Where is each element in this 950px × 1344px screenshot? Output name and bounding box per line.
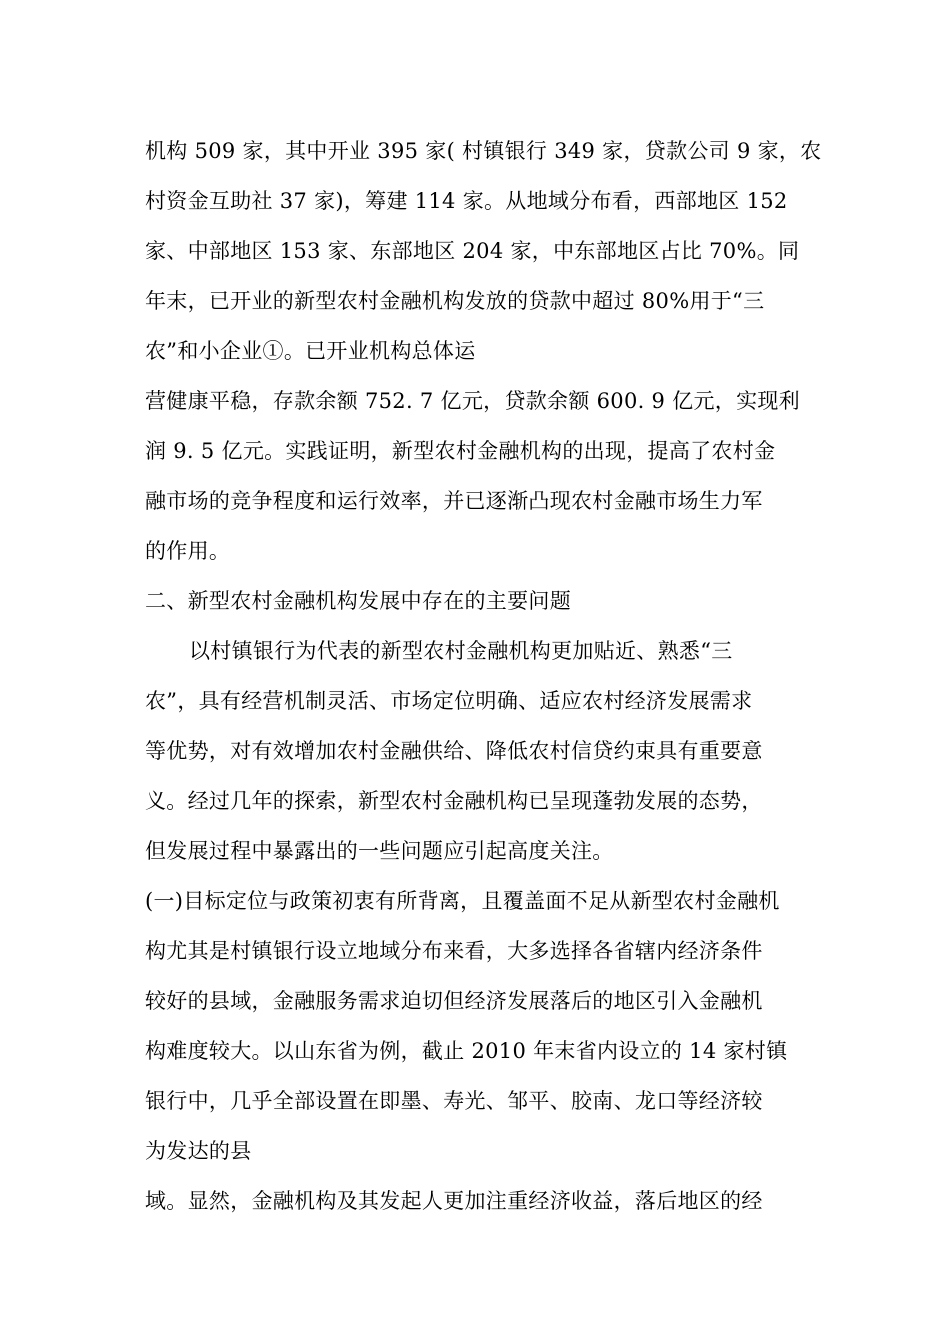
text-line-15: 但发展过程中暴露出的一些问题应引起高度关注。 [145,839,614,863]
text-line-9: 的作用。 [145,539,231,563]
text-line-2: 村资金互助社 37 家)，筹建 114 家。从地域分布看，西部地区 152 [145,189,788,213]
text-line-17: 构尤其是村镇银行设立地域分布来看，大多选择各省辖内经济条件 [145,939,763,963]
text-line-8: 融市场的竞争程度和运行效率，并已逐渐凸现农村金融市场生力军 [145,489,763,513]
text-line-6: 营健康平稳，存款余额 752. 7 亿元，贷款余额 600. 9 亿元，实现利 [145,389,800,413]
text-line-12: 农”，具有经营机制灵活、市场定位明确、适应农村经济发展需求 [145,689,753,713]
text-line-4: 年末，已开业的新型农村金融机构发放的贷款中超过 80%用于“三 [145,289,765,313]
text-line-18: 较好的县域，金融服务需求迫切但经济发展落后的地区引入金融机 [145,989,763,1013]
text-line-14: 义。经过几年的探索，新型农村金融机构已呈现蓬勃发展的态势， [145,789,763,813]
text-line-3: 家、中部地区 153 家、东部地区 204 家，中东部地区占比 70%。同 [145,239,800,263]
text-line-20: 银行中，几乎全部设置在即墨、寿光、邹平、胶南、龙口等经济较 [145,1089,763,1113]
text-line-5: 农”和小企业①。已开业机构总体运 [145,339,476,363]
paragraph-indent-line: 以村镇银行为代表的新型农村金融机构更加贴近、熟悉“三 [189,639,733,663]
subsection-heading-line: (一)目标定位与政策初衷有所背离，且覆盖面不足从新型农村金融机 [145,889,780,913]
text-line-13: 等优势，对有效增加农村金融供给、降低农村信贷约束具有重要意 [145,739,763,763]
text-line-19: 构难度较大。以山东省为例，截止 2010 年末省内设立的 14 家村镇 [145,1039,788,1063]
section-heading: 二、新型农村金融机构发展中存在的主要问题 [145,589,571,613]
text-line-21: 为发达的县 [145,1139,252,1163]
text-line-22: 域。显然，金融机构及其发起人更加注重经济收益，落后地区的经 [145,1189,763,1213]
text-line-1: 机构 509 家，其中开业 395 家( 村镇银行 349 家，贷款公司 9 家，农 [145,139,822,163]
text-line-7: 润 9. 5 亿元。实践证明，新型农村金融机构的出现，提高了农村金 [145,439,776,463]
